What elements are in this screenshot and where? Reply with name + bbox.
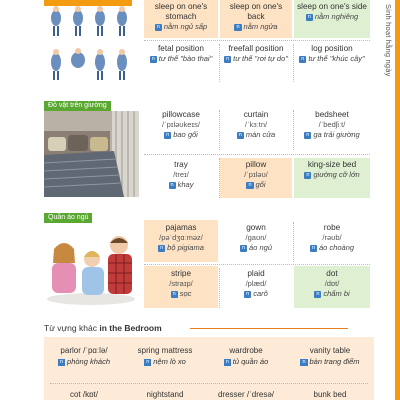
term-vn: n nệm lò xo: [146, 357, 186, 366]
term-vn: n bàn trang điểm: [302, 357, 360, 366]
term-en: curtain: [243, 110, 269, 119]
sleepwear-cell-robe: [294, 220, 370, 262]
term-vn: n nằm ngủ sấp: [156, 22, 208, 31]
grid-divider: [219, 158, 220, 198]
other-vocab-title: Từ vựng khác in the Bedroom: [44, 323, 162, 333]
term-vn: n ga trải giường: [306, 130, 360, 139]
term-en: sleep on one's stomach: [154, 2, 208, 21]
noun-badge: n: [306, 172, 310, 178]
noun-badge: n: [172, 291, 176, 297]
bedroom-photo: [44, 111, 139, 197]
other-vocab-item: [286, 345, 374, 367]
noun-badge: n: [236, 24, 240, 30]
term-ipa: /ɡaʊn/: [245, 233, 267, 242]
term-ipa: /plæd/: [245, 279, 267, 288]
term-ipa: /rəʊb/: [322, 233, 342, 242]
grid-divider: [219, 268, 220, 308]
term-en: bunk bed: [313, 390, 347, 399]
term-en: spring mattress: [137, 346, 193, 355]
term-ipa: /pəˈdʒɑːməz/: [159, 233, 203, 242]
term-vn: n carô: [246, 289, 268, 298]
term-vn: n tư thế "rơi tự do": [226, 54, 288, 63]
term-vn: n chấm bi: [316, 289, 350, 298]
sleepwear-cell-pajamas: [144, 220, 218, 262]
bedroom-cell-tray: [144, 158, 218, 198]
noun-badge: n: [241, 245, 246, 251]
noun-badge: n: [156, 24, 160, 30]
term-en: sleep on one's side: [297, 2, 367, 11]
term-vn: n bao gối: [166, 130, 198, 139]
grid-divider: [293, 222, 294, 262]
term-vn: n gối: [248, 180, 266, 189]
sleepwear-cell-stripe: [144, 266, 218, 308]
section-label-bedroom-items: Đồ vật trên giường: [44, 101, 111, 111]
grid-divider: [144, 264, 370, 265]
sleep-cell-freefall: [220, 44, 292, 82]
term-en: dresser /ˈdresə/: [217, 390, 275, 399]
grid-divider: [219, 44, 220, 82]
term-vn: n giường cỡ lớn: [306, 170, 360, 179]
term-en: gown: [246, 223, 266, 232]
other-vocab-item: [44, 345, 124, 367]
grid-divider: [144, 154, 370, 155]
side-tab-label: Sinh hoạt hằng ngày: [384, 4, 393, 77]
other-vocab-item: [286, 389, 374, 400]
bedroom-cell-pillow: [220, 158, 292, 198]
term-en: plaid: [247, 269, 265, 278]
grid-divider: [219, 110, 220, 150]
noun-badge: n: [301, 56, 305, 62]
grid-divider: [293, 44, 294, 82]
term-vn: n tủ quần áo: [225, 357, 269, 366]
side-tab: [378, 0, 400, 400]
term-vn: n tư thế "khúc cây": [301, 54, 365, 63]
term-vn: n khay: [170, 180, 194, 189]
sleepwear-cell-dot: [294, 266, 370, 308]
noun-badge: n: [248, 182, 252, 188]
term-ipa: /straɪp/: [169, 279, 193, 288]
term-vn: n tư thế "bào thai": [151, 54, 213, 63]
noun-badge: n: [160, 245, 164, 251]
term-ipa: /dɒt/: [324, 279, 340, 288]
sleepwear-grid: [144, 220, 370, 312]
bedroom-cell-bedsheet: [294, 110, 370, 152]
noun-badge: n: [302, 359, 306, 365]
term-ipa: /ˈbedʃiːt/: [318, 120, 346, 129]
term-en: pillow: [245, 160, 267, 169]
sleep-cell-back: [220, 0, 292, 38]
sleep-cell-side: [294, 0, 370, 38]
grid-divider: [144, 40, 370, 41]
other-vocab-item: [124, 345, 206, 367]
noun-badge: n: [225, 359, 229, 365]
term-en: freefall position: [228, 44, 284, 53]
noun-badge: n: [311, 245, 315, 251]
term-en: cot /kɒt/: [69, 390, 98, 399]
noun-badge: n: [246, 291, 250, 297]
noun-badge: n: [316, 291, 320, 297]
noun-badge: n: [59, 359, 64, 365]
noun-badge: n: [146, 359, 150, 365]
grid-divider: [50, 383, 368, 384]
other-vocab-box: [44, 337, 374, 400]
other-vocab-item: [206, 345, 286, 367]
term-ipa: /ˈkɜːtn/: [244, 120, 268, 129]
term-en: tray: [174, 160, 188, 169]
term-en: pillowcase: [162, 110, 200, 119]
bedroom-cell-king-size-bed: [294, 158, 370, 198]
other-vocab-item: [44, 389, 124, 400]
bedroom-cell-curtain: [220, 110, 292, 152]
sleep-cell-stomach: [144, 0, 218, 38]
sleep-cell-log: [294, 44, 370, 82]
term-en: nightstand: [146, 390, 184, 399]
term-vn: n nằm nghiêng: [307, 12, 359, 21]
term-en: pajamas: [165, 223, 197, 232]
term-vn: n áo ngủ: [241, 243, 272, 252]
term-en: wardrobe: [229, 346, 263, 355]
bedroom-items-grid: [144, 108, 370, 200]
noun-badge: n: [166, 132, 170, 138]
term-vn: n bộ pigiama: [160, 243, 204, 252]
term-vn: n nằm ngửa: [236, 22, 278, 31]
noun-badge: n: [306, 132, 310, 138]
term-ipa: /ˈpɪləʊ/: [244, 170, 268, 179]
section-label-sleepwear: Quần áo ngủ: [44, 213, 92, 223]
term-vn: n màn cửa: [238, 130, 276, 139]
term-en: robe: [323, 223, 341, 232]
term-en: dot: [326, 269, 338, 278]
term-vn: n sọc: [172, 289, 192, 298]
term-en: king-size bed: [307, 160, 357, 169]
sleepwear-cell-plaid: [220, 266, 292, 308]
sleep-positions-grid: [144, 0, 370, 84]
noun-badge: n: [238, 132, 242, 138]
term-en: bedsheet: [315, 110, 349, 119]
side-tab-strip: [395, 0, 400, 400]
sleepwear-cell-gown: [220, 220, 292, 262]
noun-badge: n: [307, 14, 311, 20]
term-en: vanity table: [309, 346, 351, 355]
term-en: stripe: [170, 269, 192, 278]
term-ipa: /ˈpɪləʊkeɪs/: [162, 120, 200, 129]
noun-badge: n: [226, 56, 230, 62]
other-vocab-item: [206, 389, 286, 400]
kids-pajamas-photo: [44, 223, 139, 305]
sleep-positions-illustration: [44, 0, 132, 82]
bedroom-cell-pillowcase: [144, 110, 218, 152]
term-en: fetal position: [158, 44, 204, 53]
term-vn: n phòng khách: [59, 357, 110, 366]
term-ipa: /treɪ/: [173, 170, 189, 179]
term-en: parlor /ˈpɑːlə/: [60, 346, 108, 355]
sleep-cell-fetal: [144, 44, 218, 82]
noun-badge: n: [151, 56, 155, 62]
noun-badge: n: [170, 182, 174, 188]
term-en: log position: [311, 44, 353, 53]
other-vocab-item: [124, 389, 206, 400]
term-en: sleep on one's back: [229, 2, 283, 21]
other-vocab-rule: [190, 328, 348, 329]
grid-divider: [293, 110, 294, 150]
term-vn: n áo choàng: [311, 243, 355, 252]
